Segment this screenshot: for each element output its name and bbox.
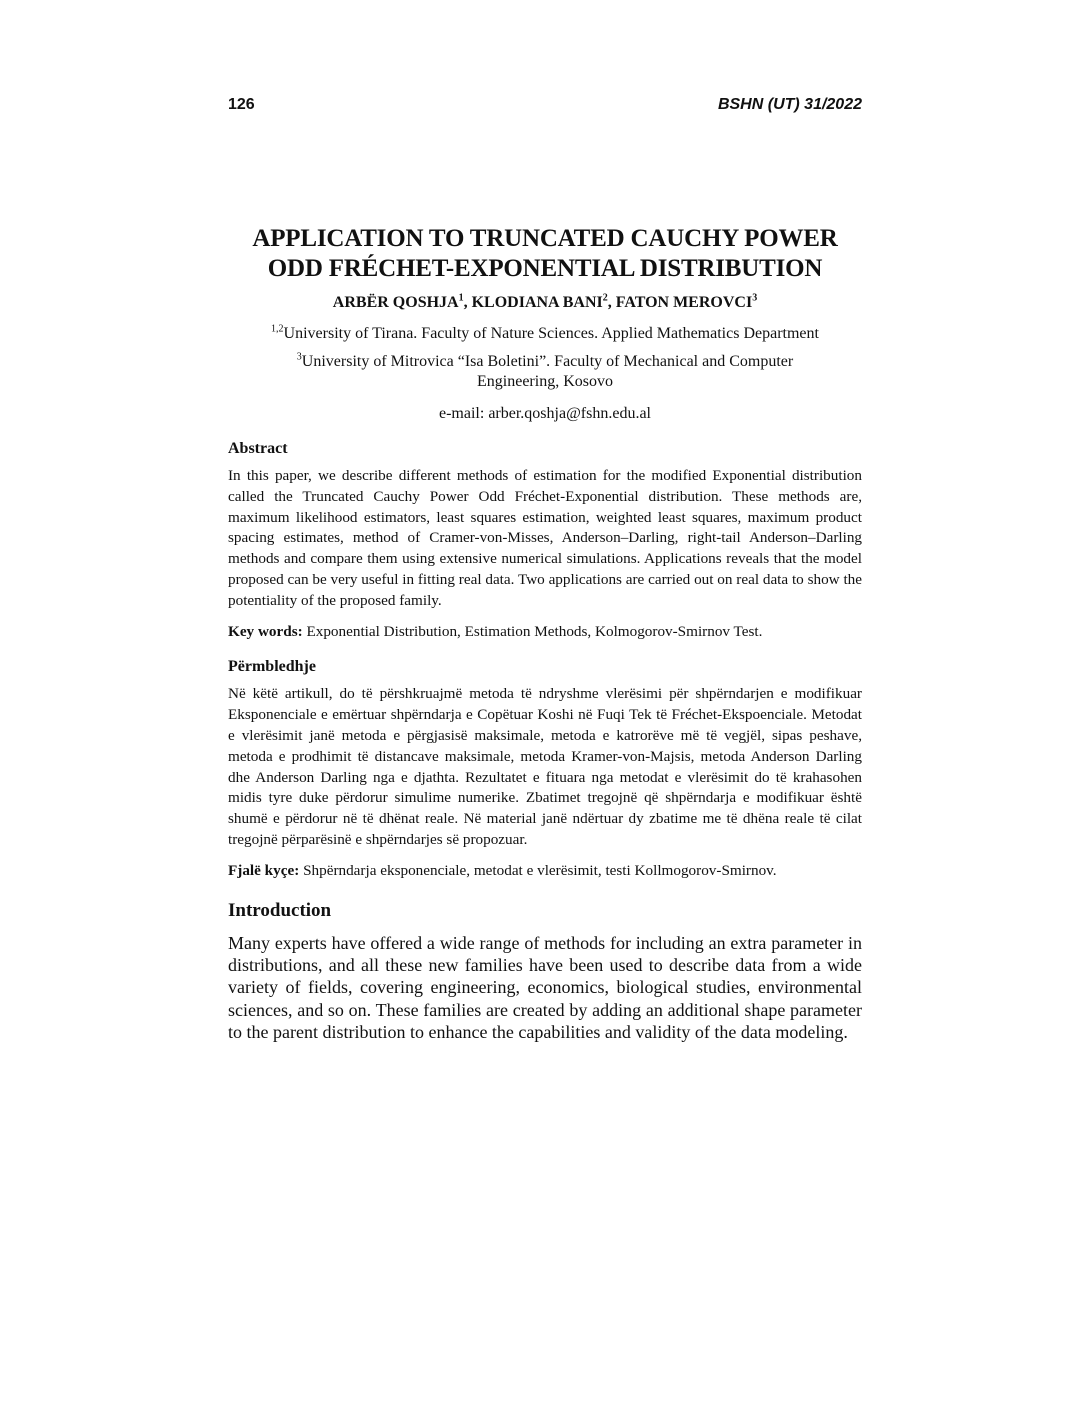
keywords-text: Exponential Distribution, Estimation Methods, Kolmogorov-Smirnov Test. (306, 622, 763, 640)
permbledhje-text: Në këtë artikull, do të përshkruajmë metoda të ndryshme vlerësimi për shpërndarjen e modifikuar Eksponenciale e emërtuar shpërndarja e Copëtuar Koshi në Fuqi Tek të Fréchet-Ekspoenciale. Metodat e vlerësimit janë metoda e përgjasisë maksimale, metoda e katrorëve më të vegjël, sipas peshave, metoda e prodhimit të distancave maksimale, metoda Kramer-von-Majsis, metoda Anderson Darling dhe Anderson Darling nga e djathta. Rezultatet e fituara nga metodat e vlerësimit do të krahasohen midis tyre duke përdorur simulime numerike. Zbatimet tregojnë që shpërndarja e modifikuar është shumë e përdorur në të dhënat reale. Në material janë ndërtuar dy zbatime me të dhëna reale të cilat tregojnë përparësinë e shpërndarjes së propozuar. (228, 685, 862, 848)
author-name: ARBËR QOSHJA (332, 294, 459, 311)
affiliation-1 (228, 324, 862, 344)
author-affiliation-mark: 3 (752, 292, 758, 304)
abstract-text: In this paper, we describe different methods of estimation for the modified Exponential distribution called the Truncated Cauchy Power Odd Fréchet-Exponential distribution. These methods are, maximum likelihood estimators, least squares estimation, weighted least squares, maximum product spacing estimates, method of Cramer-von-Misses, Anderson–Darling, right-tail Anderson–Darling methods and compare them using extensive numerical simulations. Applications reveals that the model proposed can be very useful in fitting real data. Two applications are carried out on real data to show the potentiality of the proposed family. (228, 467, 862, 609)
author-name: FATON MEROVCI (615, 294, 753, 311)
running-header (228, 96, 862, 122)
paper-title (228, 224, 862, 284)
keywords-label: Key words: (228, 622, 303, 640)
fjale-kyce-text: Shpërndarja eksponenciale, metodat e vlerësimit, testi Kollmogorov-Smirnov. (303, 861, 777, 879)
title-line-2: ODD FRÉCHET-EXPONENTIAL DISTRIBUTION (267, 255, 823, 282)
author-affiliation-mark: 1 (458, 292, 464, 304)
affiliation-text: University of Tirana. Faculty of Nature Sciences. Applied Mathematics Department (283, 325, 819, 342)
permbledhje-heading: Përmbledhje (228, 658, 316, 676)
fjale-kyce (228, 861, 862, 882)
author-list: ARBËR QOSHJA$^1$, KLODIANA BANI$^2$, FATON MEROVCI$^3$ (332, 292, 758, 311)
introduction-heading: Introduction (228, 899, 332, 921)
author-name: KLODIANA BANI (471, 294, 603, 311)
affiliation-mark: 3 (296, 351, 302, 363)
affiliation-text: University of Mitrovica “Isa Boletini”. Faculty of Mechanical and Computer Engineering, Kosovo (301, 353, 794, 390)
affiliation-mark: 1,2 (271, 323, 284, 335)
author-affiliation-mark: 2 (602, 292, 608, 304)
affiliation-2 (228, 352, 862, 392)
keywords (228, 622, 862, 643)
page-number: 126 (228, 96, 255, 113)
introduction-text: Many experts have offered a wide range of methods for including an extra parameter in distributions, and all these new families have been used to describe data from a wide variety of fields, covering engineering, economics, biological studies, environmental sciences, and so on. These families are created by adding an additional shape parameter to the parent distribution to enhance the capabilities and validity of the data modeling. (228, 932, 862, 1043)
fjale-kyce-label: Fjalë kyçe: (228, 861, 300, 879)
title-line-1: APPLICATION TO TRUNCATED CAUCHY POWER (252, 225, 838, 252)
title-block (228, 224, 862, 424)
journal-reference: BSHN (UT) 31/2022 (717, 96, 862, 113)
paper-page (228, 96, 862, 1044)
contact-email: e-mail: arber.qoshja@fshn.edu.al (439, 405, 651, 422)
abstract-heading: Abstract (228, 440, 288, 457)
